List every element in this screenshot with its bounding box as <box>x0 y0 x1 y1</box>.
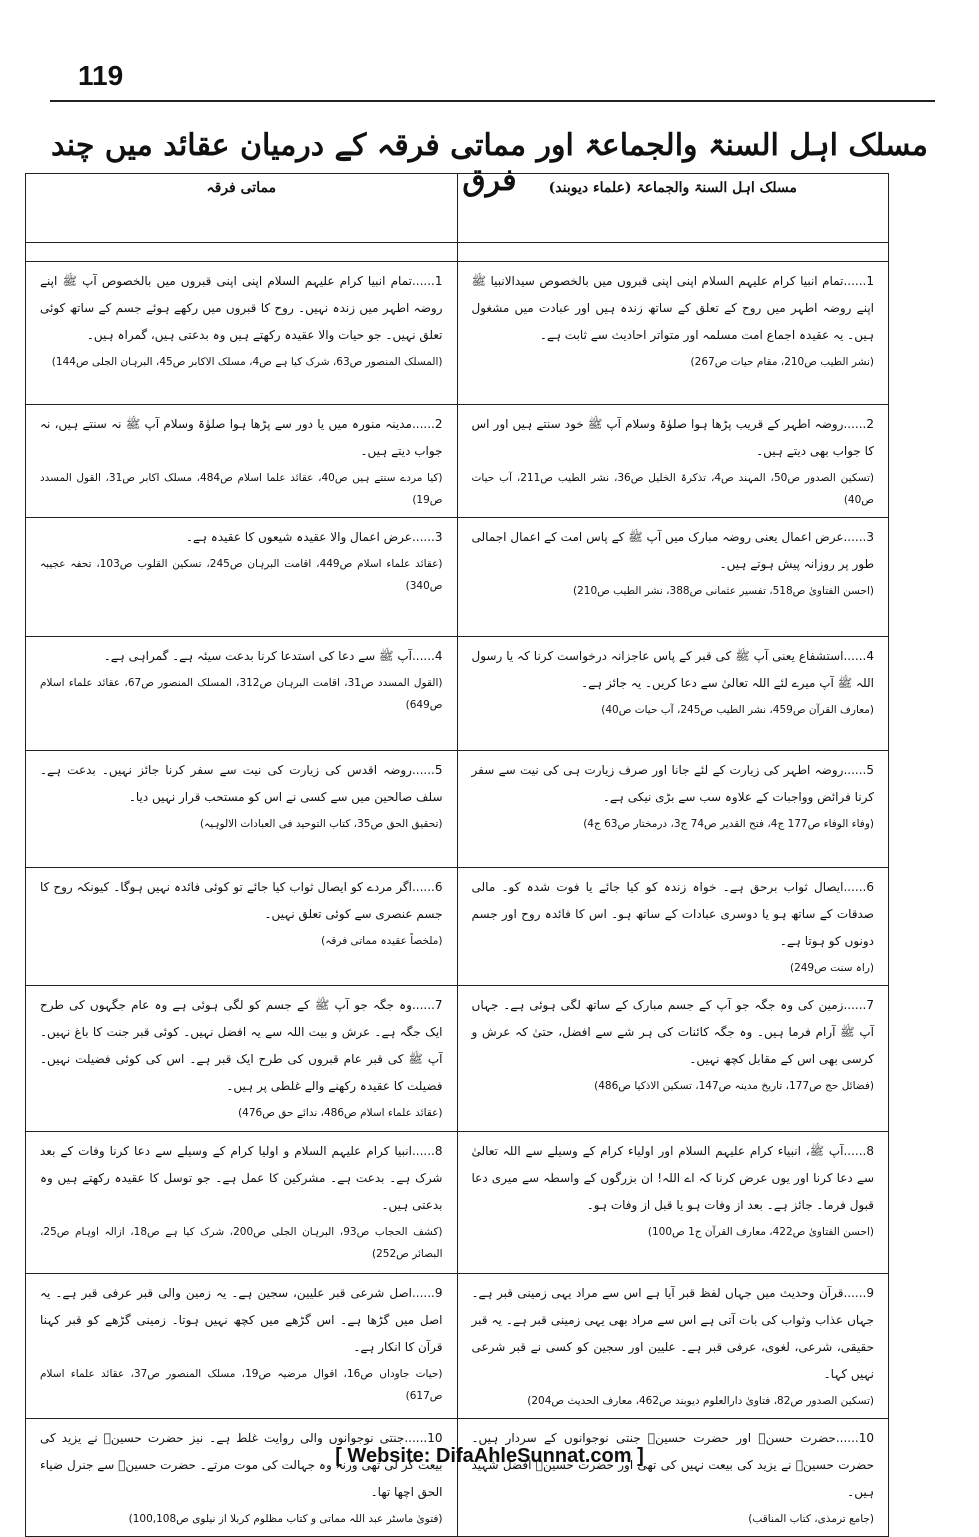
cell-text: 1......تمام انبیا کرام علیہم السلام اپنی اپنی قبروں میں بالخصوص آپ ﷺ اپنے روضہ اطہر میں زندہ نہیں۔ روح کا قبروں میں رکھے ہوئے جسم کے ساتھ کوئی تعلق نہیں۔ جو حیات والا عقیدہ رکھتے ہیں وہ بدعتی ہیں، گمراہ ہیں۔ <box>40 274 443 342</box>
table-row <box>26 1419 889 1537</box>
cell-text: 6......اگر مردے کو ایصال ثواب کیا جائے تو کوئی فائدہ نہیں ہوگا۔ کیونکہ روح کا جسم عنصری سے کوئی تعلق نہیں۔ <box>40 880 443 921</box>
cell-text: 9......اصل شرعی قبر علیین، سجین ہے۔ یہ زمین والی قبر عرفی قبر ہے۔ یہ اصل میں گڑھا ہے۔ اس گڑھے میں کچھ نہیں ہوتا۔ زمینی گڑھے کو قبر کہنا قرآن کا انکار ہے۔ <box>40 1286 443 1354</box>
cell-text: 10......جنتی نوجوانوں والی روایت غلط ہے۔ نیز حضرت حسینؓ نے یزید کی بیعت کر لی تھی ورنہ وہ جہالت کی موت مرتے۔ حضرت حسینؓ سے جنرل ضیاء الحق اچھا تھا۔ <box>40 1431 443 1499</box>
table-row <box>26 405 889 518</box>
cell-reference: (احسن الفتاویٰ ص518، تفسیر عثمانی ص388، نشر الطیب ص210) <box>572 585 874 597</box>
cell-reference: (وفاء الوفاء ص177 ج4، فتح القدیر ص74 ج3، درمختار ص63 ج4) <box>583 818 874 830</box>
cell-reference: (حیات جاوداں ص16، اقوال مرضیہ ص19، مسلک المنصور ص37، عقائد علماء اسلام ص617) <box>40 1368 443 1402</box>
cell-reference: (عقائد علماء اسلام ص486، ندائے حق ص476) <box>238 1107 443 1119</box>
table-row <box>26 751 889 868</box>
ahle-sunnat-cell <box>457 1419 889 1537</box>
cell-text: 3......عرض اعمال یعنی روضہ مبارک میں آپ ﷺ کے پاس امت کے اعمال اجمالی طور پر روزانہ پیش ہوتے ہیں۔ <box>471 530 874 571</box>
ahle-sunnat-cell <box>457 1132 889 1274</box>
ahle-sunnat-cell <box>457 868 889 986</box>
cell-text: 7......زمین کی وہ جگہ جو آپ کے جسم مبارک کے ساتھ لگی ہوئی ہے۔ جہاں آپ ﷺ آرام فرما ہیں۔ وہ جگہ کائنات کی ہر شے سے افضل، حتیٰ کہ عرش و کرسی بھی اس کے مقابل کچھ نہیں۔ <box>471 998 874 1066</box>
cell-reference: (احسن الفتاویٰ ص422، معارف القرآن ج1 ص100) <box>647 1226 874 1238</box>
cell-reference: (القول المسدد ص31، اقامت البرہان ص312، المسلک المنصور ص67، عقائد علماء اسلام ص649) <box>40 677 443 711</box>
cell-reference: (تحقیق الحق ص35، کتاب التوحید فی العبادات الالوہیہ) <box>199 818 443 830</box>
cell-text: 9......قرآن وحدیث میں جہاں لفظ قبر آیا ہے اس سے مراد یہی زمینی قبر ہے۔ جہاں عذاب وثواب کی بات آتی ہے اس سے مراد بھی یہی زمینی قبر ہے۔ یہ قبر حقیقی، شرعی، لغوی، عرفی قبر ہے۔ علیین اور سجین کو کسی نے قبر شرعی نہیں کہا۔ <box>471 1286 874 1381</box>
table-row <box>26 262 889 405</box>
cell-text: 4......استشفاع یعنی آپ ﷺ کی قبر کے پاس عاجزانہ درخواست کرنا کہ یا رسول اللہ ﷺ آپ میرے لئے اللہ تعالیٰ سے دعا کریں۔ یہ جائز ہے۔ <box>471 649 874 690</box>
cell-text: 1......تمام انبیا کرام علیہم السلام اپنی اپنی قبروں میں بالخصوص سیدالانبیا ﷺ اپنے روضہ اطہر میں روح کے تعلق کے ساتھ زندہ ہیں اور عبادت میں مشغول ہیں۔ یہ عقیدہ اجماع امت مسلمہ اور متواتر احادیث سے ثابت ہے۔ <box>471 274 874 342</box>
cell-reference: (معارف القرآن ص459، نشر الطیب ص245، آب حیات ص40) <box>601 704 874 716</box>
cell-reference: (ملخصاً عقیدہ مماتی فرقہ) <box>321 935 443 947</box>
cell-text: 6......ایصال ثواب برحق ہے۔ خواہ زندہ کو کیا جائے یا فوت شدہ کو۔ مالی صدقات کے ساتھ ہو یا دوسری عبادات کے ساتھ ہو۔ اس کا فائدہ روح اور جسم دونوں کو ہوتا ہے۔ <box>471 880 874 948</box>
mamati-cell <box>26 1419 458 1537</box>
cell-text: 5......روضہ اقدس کی زیارت کی نیت سے سفر کرنا جائز نہیں۔ بدعت ہے۔ سلف صالحین میں سے کسی نے اس کو مستحب قرار نہیں دیا۔ <box>40 763 443 804</box>
cell-reference: (کیا مردے سنتے ہیں ص40، عقائد علما اسلام ص484، مسلک اکابر ص31، القول المسدد ص19) <box>40 472 443 506</box>
ahle-sunnat-cell <box>457 405 889 518</box>
mamati-cell <box>26 518 458 637</box>
cell-text: 8......آپ ﷺ، انبیاء کرام علیہم السلام اور اولیاء کرام کے وسیلے سے اللہ تعالیٰ سے دعا کرنا اور یوں عرض کرنا کہ اے اللہ! ان بزرگوں کے واسطہ سے میری دعا قبول فرما۔ جائز ہے۔ بعد از وفات ہو یا قبل از وفات ہو۔ <box>471 1144 874 1212</box>
cell-reference: (المسلک المنصور ص63، شرک کیا ہے ص4، مسلک الاکابر ص45، البرہان الجلی ص144) <box>51 356 443 368</box>
website-footer: [ Website: DifaAhleSunnat.com ] <box>335 1445 644 1467</box>
cell-text: 7......وہ جگہ جو آپ ﷺ کے جسم کو لگی ہوئی ہے وہ عام جگہوں کی طرح ایک جگہ ہے۔ عرش و بیت اللہ سے یہ افضل نہیں۔ کوئی قبر جنت کا باغ نہیں۔ آپ ﷺ کی قبر عام قبروں کی طرح ایک قبر ہے۔ اس کی کوئی فضیلت نہیں۔ فضیلت کا عقیدہ رکھنے والے غلطی پر ہیں۔ <box>40 998 443 1093</box>
cell-text: 4......آپ ﷺ سے دعا کی استدعا کرنا بدعت سیئہ ہے۔ گمراہی ہے۔ <box>103 649 443 663</box>
ahle-sunnat-cell <box>457 262 889 405</box>
cell-text: 2......مدینہ منورہ میں یا دور سے پڑھا ہوا صلوٰۃ وسلام آپ ﷺ نہ سنتے ہیں، نہ جواب دیتے ہیں۔ <box>40 417 443 458</box>
cell-reference: (فضائل حج ص177، تاریخ مدینہ ص147، تسکین الاذکیا ص486) <box>594 1080 874 1092</box>
table-row <box>26 986 889 1132</box>
cell-text: 10......حضرت حسنؓ اور حضرت حسینؓ جنتی نوجوانوں کے سردار ہیں۔ حضرت حسینؓ نے یزید کی بیعت نہیں کی تھی اور حضرت حسینؓ افضل شہید ہیں۔ <box>471 1431 874 1499</box>
header-rule <box>50 100 935 102</box>
cell-reference: (نشر الطیب ص210، مقام حیات ص267) <box>690 356 874 368</box>
mamati-cell <box>26 262 458 405</box>
ahle-sunnat-cell <box>457 1274 889 1419</box>
cell-reference: (عقائد علماء اسلام ص449، اقامت البرہان ص245، تسکین القلوب ص103، تحفہ عجیبہ ص340) <box>40 558 443 592</box>
cell-reference: (تسکین الصدور ص82، فتاویٰ دارالعلوم دیوبند ص462، معارف الحدیث ص204) <box>527 1395 874 1407</box>
cell-reference: (راہ سنت ص249) <box>789 962 874 974</box>
mamati-cell <box>26 986 458 1132</box>
column-header-ahle-sunnat: مسلک اہل السنۃ والجماعۃ (علماء دیوبند) <box>457 174 889 243</box>
cell-text: 5......روضہ اطہر کی زیارت کے لئے جانا اور صرف زیارت ہی کی نیت سے سفر کرنا فرائض وواجبات کے علاوہ سب سے بڑی نیکی ہے۔ <box>471 763 874 804</box>
mamati-cell <box>26 637 458 751</box>
cell-reference: (کشف الحجاب ص93، البرہان الجلی ص200، شرک کیا ہے ص18، ازالہ اوہام ص25، البصائر ص252) <box>40 1226 443 1260</box>
cell-reference: (فتویٰ ماسٹر عبد اللہ مماتی و کتاب مظلوم کربلا از نیلوی ص100,108) <box>128 1513 443 1525</box>
column-header-mamati: مماتی فرقہ <box>26 174 458 243</box>
table-row <box>26 1132 889 1274</box>
page-title: مسلک اہل السنۃ والجماعۃ اور مماتی فرقہ کے درمیان عقائد میں چند فرق <box>51 128 928 198</box>
mamati-cell <box>26 751 458 868</box>
ahle-sunnat-cell <box>457 518 889 637</box>
comparison-table <box>25 173 889 1537</box>
mamati-cell <box>26 1132 458 1274</box>
cell-text: 3......عرض اعمال والا عقیدہ شیعوں کا عقیدہ ہے۔ <box>185 530 443 544</box>
table-row <box>26 637 889 751</box>
mamati-cell <box>26 868 458 986</box>
table-row <box>26 518 889 637</box>
ahle-sunnat-cell <box>457 751 889 868</box>
mamati-cell <box>26 1274 458 1419</box>
table-row <box>26 1274 889 1419</box>
cell-reference: (جامع ترمذی، کتاب المناقب) <box>748 1513 874 1525</box>
table-row <box>26 868 889 986</box>
mamati-cell <box>26 405 458 518</box>
ahle-sunnat-cell <box>457 637 889 751</box>
ahle-sunnat-cell <box>457 986 889 1132</box>
page-number: 119 <box>78 60 124 91</box>
cell-text: 2......روضہ اطہر کے قریب پڑھا ہوا صلوٰۃ وسلام آپ ﷺ خود سنتے ہیں اور اس کا جواب بھی دیتے ہیں۔ <box>471 417 874 458</box>
cell-reference: (تسکین الصدور ص50، المہند ص4، تذکرۃ الخلیل ص36، نشر الطیب ص211، آب حیات ص40) <box>471 472 875 506</box>
cell-text: 8......انبیا کرام علیہم السلام و اولیا کرام کے وسیلے سے دعا کرنا وفات کے بعد شرک ہے۔ بدعت ہے۔ مشرکین کا عمل ہے۔ جو توسل کا عقیدہ رکھتے ہیں وہ بدعتی ہیں۔ <box>40 1144 443 1212</box>
